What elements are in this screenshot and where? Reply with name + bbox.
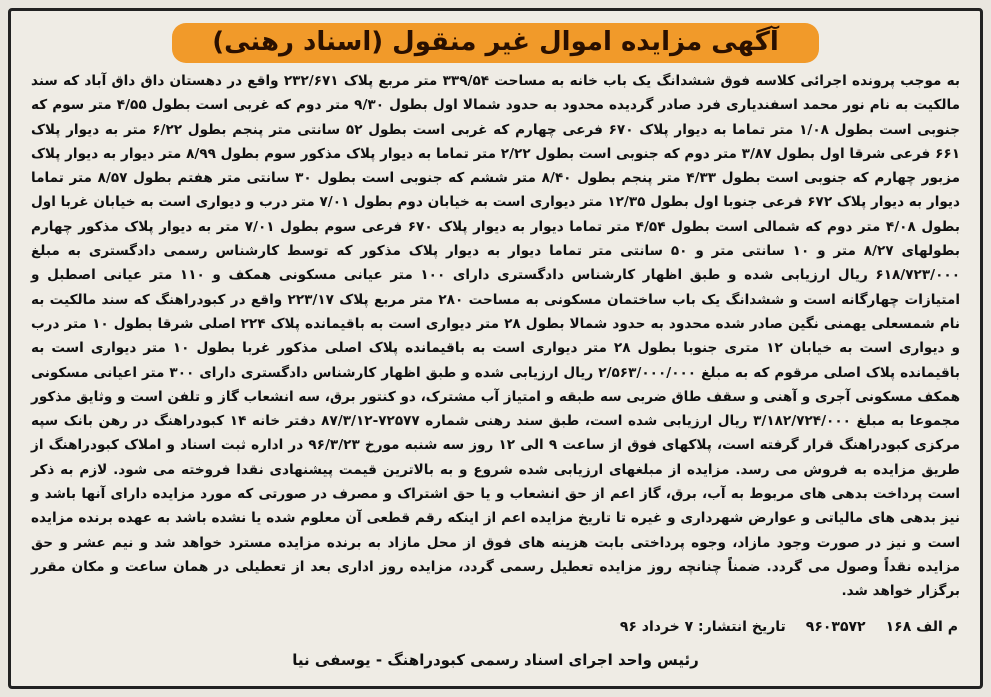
title-banner: [11, 23, 980, 63]
signature-line: رئیس واحد اجرای اسناد رسمی کبودراهنگ - یوسفی نیا: [292, 651, 699, 669]
notice-paragraph: به موجب پرونده اجرائی کلاسه فوق ششدانگ یک باب خانه به مساحت ۳۳۹/۵۴ متر مربع پلاک ۲۳۲/۶۷۱ واقع در دهستان داق داق آباد که سند مالکیت به نام نور محمد اسفندیاری فرد صادر گردیده محدود به حدود شمالا اول بطول ۹/۳۰ متر دوم که غربی است بطول ۴/۵۵ متر سوم که جنوبی است بطول ۱/۰۸ متر تماما به دیوار پلاک ۶۷۰ فرعی چهارم که غربی است بطول ۵۲ سانتی متر پنجم بطول ۶/۲۲ متر به دیوار پلاک ۶۶۱ فرعی شرقا اول بطول ۳/۸۷ متر دوم که جنوبی است بطول ۲/۲۲ متر تماما به دیوار پلاک مذکور سوم بطول ۸/۹۹ متر دیوار به دیوار پلاک مزبور چهارم که جنوبی است بطول ۴/۳۳ متر پنجم بطول ۸/۴۰ متر ششم که جنوبی است بطول ۳۰ سانتی متر هفتم بطول ۸/۵۷ متر تماما دیوار به دیوار پلاک ۶۷۲ فرعی جنوبا اول بطول ۱۲/۳۵ متر دیواری است به خیابان دوم بطول ۷/۰۱ متر درب و دیواری است به خیابان غربا اول بطول ۴/۰۸ متر دوم که شمالی است بطول ۴/۵۴ متر تماما دیوار به دیوار پلاک ۶۷۰ فرعی سوم بطول ۷/۰۱ متر به دیوار پلاک مذکور چهارم بطولهای ۸/۲۷ متر و ۱۰ سانتی متر و ۵۰ سانتی متر تماما دیوار به دیوار پلاک مذکور که توسط کارشناس رسمی دادگستری به مبلغ ۶۱۸/۷۲۳/۰۰۰ ریال ارزیابی شده و طبق اظهار کارشناس دادگستری دارای ۱۰۰ متر عیانی مسکونی همکف و ۱۱۰ متر عیانی اصطبل و امتیازات چهارگانه است و ششدانگ یک باب ساختمان مسکونی به مساحت ۲۸۰ متر مربع پلاک ۲۲۳/۱۷ واقع در کبودراهنگ که سند مالکیت به نام شمسعلی یهمنی نگین صادر شده محدود به حدود شمالا بطول ۲۸ متر دیواری است به باقیمانده پلاک ۲۲۴ اصلی شرقا بطول ۱۰ متر درب و دیواری است به خیابان ۱۲ متری جنوبا بطول ۲۸ متر دیواری است به باقیمانده پلاک اصلی مذکور غربا بطول ۱۰ متر دیواری است به باقیمانده پلاک اصلی مرقوم که به مبلغ ۲/۵۶۳/۰۰۰/۰۰۰ ریال ارزیابی شده و طبق اظهار کارشناس دادگستری دارای ۳۰۰ متر اعیانی مسکونی همکف مسکونی آجری و آهنی و سقف طاق ضربی سه طبقه و امتیاز آب مشترک، دو کنتور برق، سه انشعاب گاز و تلفن است و وثایق مذکور مجموعا به مبلغ ۳/۱۸۲/۷۲۴/۰۰۰ ریال ارزیابی شده است، طبق سند رهنی شماره ۷۲۵۷۷-۸۷/۳/۱۲ دفتر خانه ۱۴ کبودراهنگ در رهن بانک سپه مرکزی کبودراهنگ قرار گرفته است، پلاکهای فوق از ساعت ۹ الی ۱۲ روز سه شنبه مورخ ۹۶/۳/۲۳ در اداره ثبت اسناد و املاک کبودراهنگ از طریق مزایده به فروش می رسد. مزایده از مبلغهای ارزیابی شده شروع و به بالاترین قیمت پیشنهادی نقدا فروخته می شود. لازم به ذکر است پرداخت بدهی های مربوط به آب، برق، گاز اعم از حق انشعاب و یا حق اشتراک و مصرف در صورتی که مورد مزایده دارای آنها باشد و نیز بدهی های مالیاتی و عوارض شهرداری و غیره تا تاریخ مزایده اعم از اینکه رقم قطعی آن معلوم شده یا نشده باشد به عهده برنده مزایده است و نیز در صورت وجود مازاد، وجوه پرداختی بابت هزینه های فوق از محل مازاد به برنده مزایده مسترد خواهد شد و نیم عشر و حق مزایده نقداً وصول می گردد. ضمناً چنانچه روز مزایده تعطیل رسمی گردد، مزایده روز اداری بعد از تعطیلی در همان ساعت و مکان مقرر برگزار خواهد شد.: [31, 73, 961, 600]
notice-title: آگهی مزایده اموال غیر منقول (اسناد رهنی): [172, 23, 819, 63]
notice-frame: [8, 8, 983, 689]
reference-number: م الف ۱۶۸: [885, 619, 958, 635]
publication-info: [620, 619, 958, 635]
notice-code: ۹۶۰۳۵۷۲: [805, 619, 866, 635]
publication-date: تاریخ انتشار: ۷ خرداد ۹۶: [619, 619, 786, 635]
notice-body: [31, 69, 960, 604]
